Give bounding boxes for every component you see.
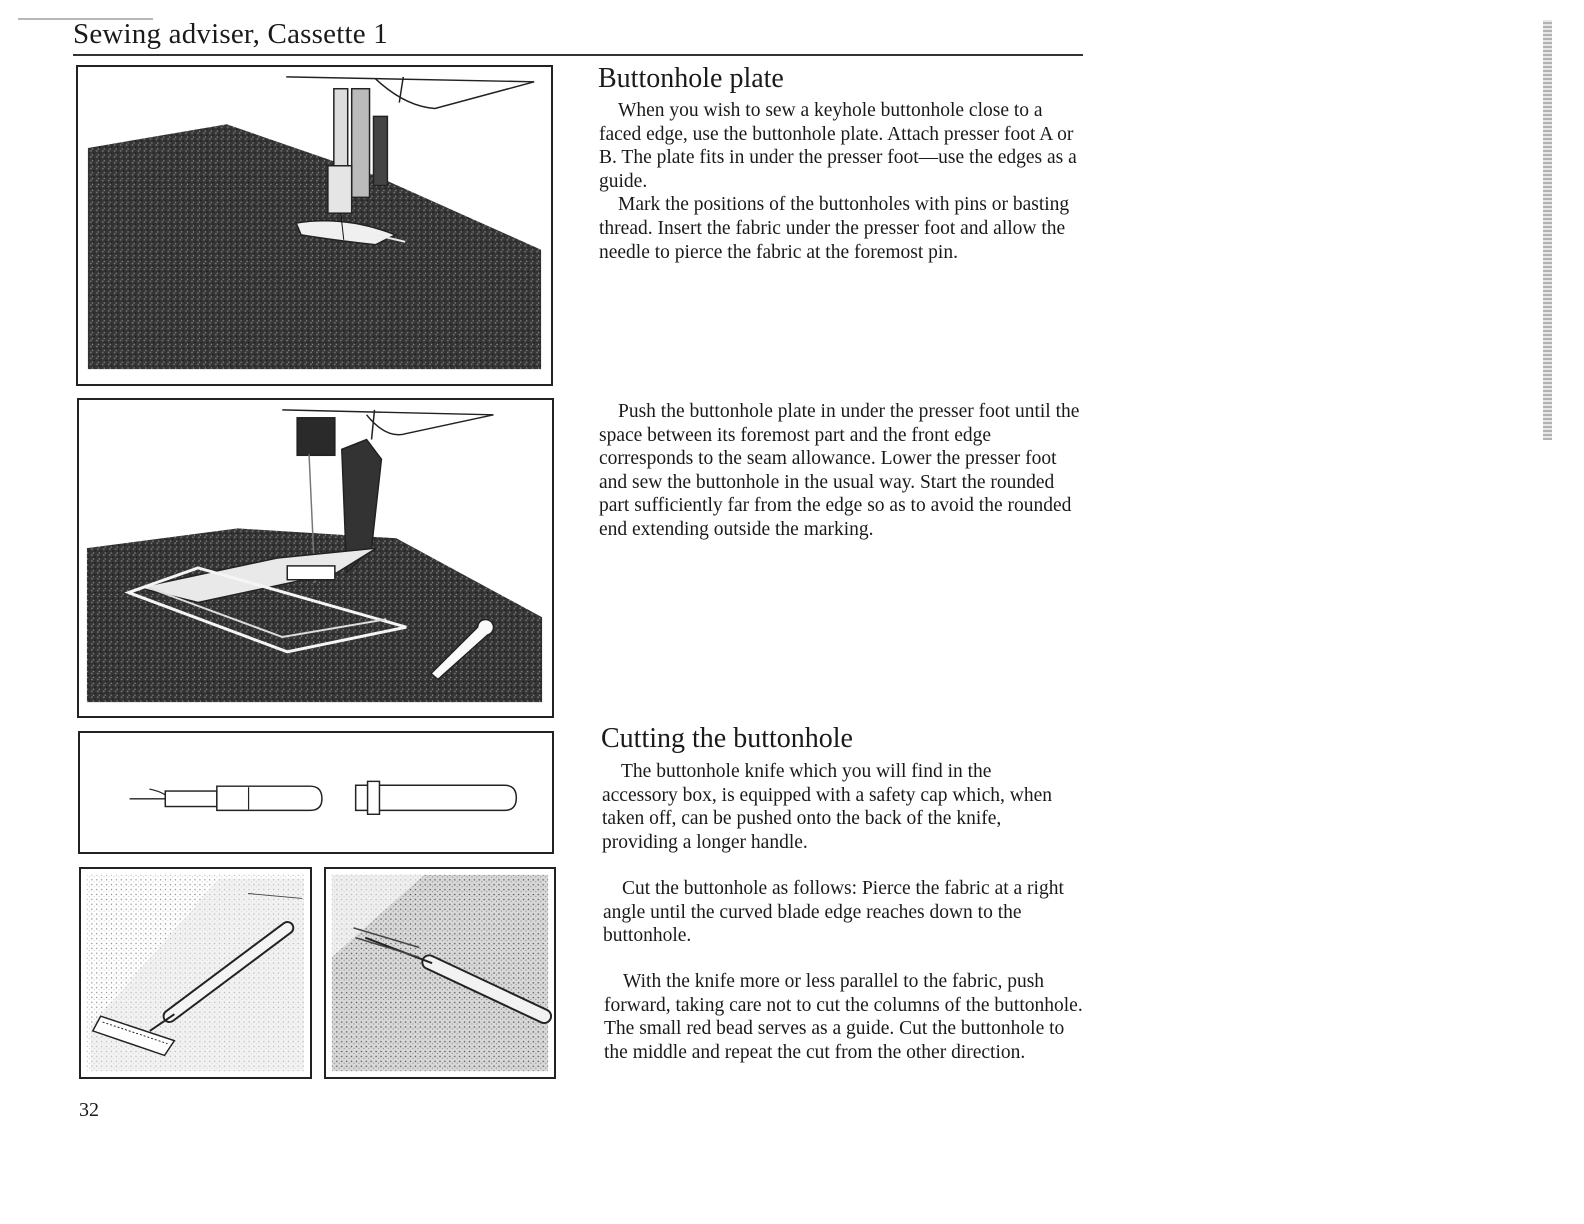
paragraph-pierce: Cut the buttonhole as follows: Pierce the fabric at a right angle until the curved blade edge reaches down to the buttonhole. [603,878,1064,947]
paragraph-cut-forward: With the knife more or less parallel to the fabric, push forward, taking care not to cut the columns of the buttonhole. The small red bead serves as a guide. Cut the buttonhole to the middle and repeat the cut from the other direction. [604,971,1083,1063]
heading-cutting-buttonhole: Cutting the buttonhole [601,723,853,754]
figure-knife-cut-forward [324,867,556,1079]
paragraph-attach-foot: When you wish to sew a keyhole buttonhole close to a faced edge, use the buttonhole plate. Attach presser foot A or B. The plate fits in under the presser foot—use the edges as a guide. [599,100,1077,192]
scan-edge-marks [1543,20,1552,440]
heading-buttonhole-plate: Buttonhole plate [598,63,784,94]
page-number: 32 [79,1099,99,1121]
buttonhole-plate-under-presser-foot-illustration [79,400,552,716]
figure-presser-foot-pin [76,65,553,386]
knife-piercing-fabric-illustration [81,869,310,1077]
header-rule [73,54,1083,56]
figure-buttonhole-plate [77,398,554,718]
paragraph-knife-description: The buttonhole knife which you will find in the accessory box, is equipped with a safety cap which, when taken off, can be pushed onto the back of the knife, providing a longer handle. [602,761,1052,853]
buttonhole-plate-push-text [599,400,1085,542]
figure-knife-pierce [79,867,312,1079]
buttonhole-plate-text [599,99,1081,264]
cutting-pierce-text [603,877,1073,948]
page-header-title: Sewing adviser, Cassette 1 [73,18,388,50]
figure-buttonhole-knife [78,731,554,854]
cutting-knife-text [602,760,1072,854]
paragraph-push-plate: Push the buttonhole plate in under the presser foot until the space between its foremost part and the front edge corresponds to the seam allowance. Lower the presser foot and sew the buttonhole in the usual way. Start the rounded part sufficiently far from the edge so as to avoid the rounded end extending outside the marking. [599,401,1080,540]
cutting-forward-text [604,970,1090,1064]
paragraph-mark-positions: Mark the positions of the buttonholes with pins or basting thread. Insert the fabric under the presser foot and allow the needle to pierce the fabric at the foremost pin. [599,194,1070,263]
knife-cutting-forward-illustration [326,869,554,1077]
presser-foot-with-pin-illustration [78,67,551,384]
buttonhole-knife-and-safety-cap-illustration [80,733,552,852]
